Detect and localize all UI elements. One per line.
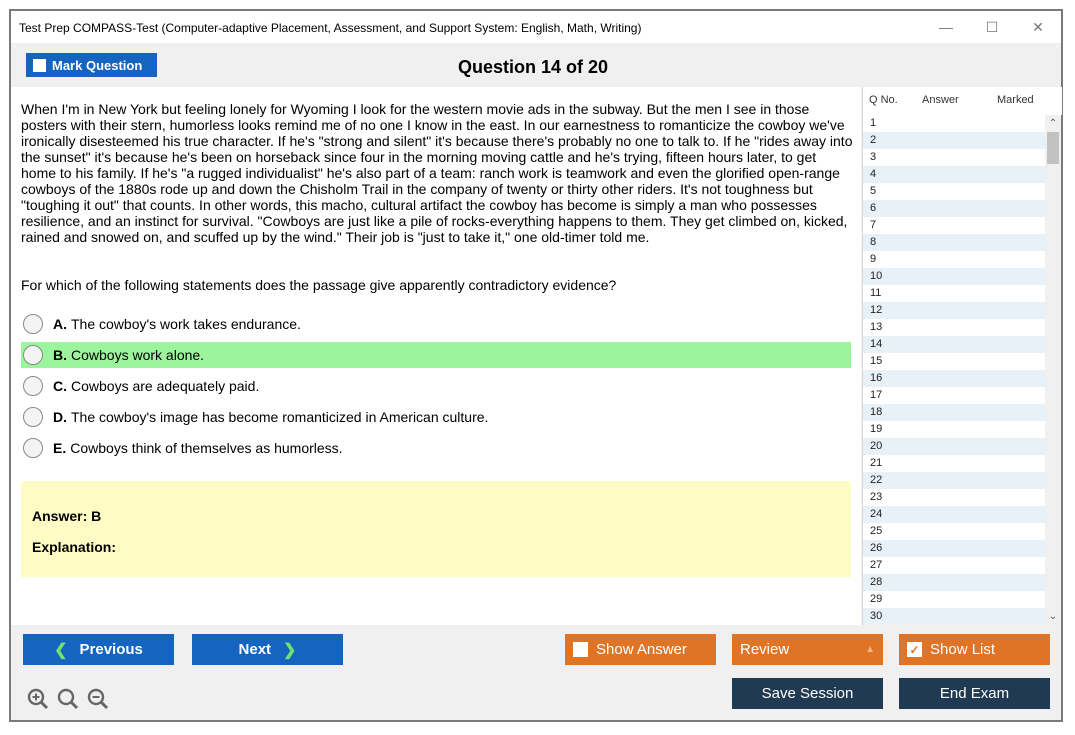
- question-list-row[interactable]: 29: [870, 593, 883, 605]
- question-list-row[interactable]: 9: [870, 253, 877, 265]
- chevron-left-icon: ❮: [54, 641, 68, 659]
- header-qno: Q No.: [869, 94, 898, 106]
- option-b[interactable]: [21, 342, 851, 368]
- question-list-row[interactable]: 20: [863, 438, 1045, 455]
- option-letter: D.: [53, 409, 67, 425]
- question-list-row[interactable]: 22: [863, 472, 1045, 489]
- save-session-label: Save Session: [761, 685, 854, 702]
- question-list-header: [863, 87, 1062, 115]
- question-text: For which of the following statements does the passage give apparently contradictory evidence?: [21, 277, 617, 293]
- next-button[interactable]: [192, 634, 343, 665]
- question-list-scrollbar[interactable]: [1045, 115, 1061, 625]
- header-answer: Answer: [922, 94, 959, 106]
- question-list-row[interactable]: 3: [870, 151, 877, 163]
- show-answer-checkbox-icon: [573, 642, 588, 657]
- next-label: Next: [238, 641, 272, 658]
- option-letter: C.: [53, 378, 67, 394]
- zoom-out-icon[interactable]: [86, 687, 110, 711]
- zoom-in-icon[interactable]: [26, 687, 50, 711]
- question-list-row[interactable]: 2: [863, 132, 1045, 149]
- passage-text: When I'm in New York but feeling lonely for Wyoming I look for the western movie ads in the subway. But the men I see in those posters with their stern, humorless looks remind me of no one I know in the east. In our earnestness to romanticize the cowboy we've ironically disesteemed his true character. If he's "strong and silent" it's because there's probably no one to talk to. If he "rides away into the sunset" it's because he's been on horseback since four in the morning moving cattle and he's trying, fifteen hours later, to get home to his family. If he's "a rugged individualist" he's also part of a team: ranch work is teamwork and even the glorified open-range cowboys of the 1880s rode up and down the Chisholm Trail in the company of twenty or thirty other riders. It's not toughness but "toughing it out" that counts. In other words, this macho, cultural artifact the cowboy has become is simply a man who possesses resilience, and an instinct for survival. "Cowboys are just like a pile of rocks-everything happens to them. They get climbed on, kicked, rained and snowed on, and scuffed up by the wind." Their job is "just to take it," one old-timer told me.: [21, 101, 853, 245]
- mark-question-label: Mark Question: [52, 57, 143, 73]
- option-letter: E.: [53, 440, 67, 456]
- question-list-row[interactable]: 12: [863, 302, 1045, 319]
- question-list-row[interactable]: 17: [870, 389, 883, 401]
- option-c[interactable]: [21, 373, 851, 399]
- question-list-row[interactable]: 25: [870, 525, 883, 537]
- question-content: [11, 87, 861, 625]
- option-a[interactable]: [21, 311, 851, 337]
- review-dropdown[interactable]: [732, 634, 883, 665]
- option-letter: A.: [53, 316, 67, 332]
- scroll-thumb[interactable]: [1047, 132, 1059, 164]
- question-list-rows: [863, 115, 1045, 625]
- option-text: Cowboys work alone.: [71, 347, 205, 363]
- option-text: The cowboy's work takes endurance.: [71, 316, 301, 332]
- question-list-row[interactable]: 8: [863, 234, 1045, 251]
- question-list-row[interactable]: 1: [870, 117, 877, 129]
- chevron-right-icon: ❯: [283, 641, 297, 659]
- title-bar: [11, 11, 1061, 43]
- header-marked: Marked: [997, 94, 1034, 106]
- question-counter: Question 14 of 20: [457, 57, 609, 77]
- dropdown-arrow-icon: ▲: [865, 644, 875, 655]
- mark-question-button[interactable]: [26, 53, 157, 77]
- question-list-row[interactable]: 11: [870, 287, 882, 299]
- option-d[interactable]: [21, 404, 851, 430]
- question-list-row[interactable]: 4: [863, 166, 1045, 183]
- option-e[interactable]: [21, 435, 851, 461]
- mark-checkbox-icon: [33, 59, 46, 72]
- radio-button[interactable]: [23, 376, 43, 396]
- review-label: Review: [740, 641, 790, 658]
- question-list-row[interactable]: 26: [863, 540, 1045, 557]
- previous-label: Previous: [79, 641, 143, 658]
- question-list-row[interactable]: 16: [863, 370, 1045, 387]
- option-letter: B.: [53, 347, 67, 363]
- question-list-row[interactable]: 30: [863, 608, 1045, 625]
- zoom-reset-icon[interactable]: [56, 687, 80, 711]
- question-list-row[interactable]: 19: [870, 423, 883, 435]
- option-text: Cowboys are adequately paid.: [71, 378, 260, 394]
- question-list-row[interactable]: 14: [863, 336, 1045, 353]
- question-list-row[interactable]: 7: [870, 219, 877, 231]
- question-list-row[interactable]: 23: [870, 491, 883, 503]
- radio-button[interactable]: [23, 438, 43, 458]
- question-list-row[interactable]: 10: [863, 268, 1045, 285]
- radio-button[interactable]: [23, 407, 43, 427]
- close-icon[interactable]: ✕: [1032, 18, 1044, 35]
- question-list-row[interactable]: 27: [870, 559, 883, 571]
- end-exam-label: End Exam: [939, 685, 1010, 702]
- question-list-row[interactable]: 5: [870, 185, 877, 197]
- previous-button[interactable]: [23, 634, 174, 665]
- question-list-row[interactable]: 18: [863, 404, 1045, 421]
- option-text: Cowboys think of themselves as humorless.: [70, 440, 343, 456]
- question-list-row[interactable]: 24: [863, 506, 1045, 523]
- show-answer-label: Show Answer: [596, 641, 687, 658]
- radio-button[interactable]: [23, 314, 43, 334]
- show-answer-button[interactable]: [565, 634, 716, 665]
- question-list-row[interactable]: 28: [863, 574, 1045, 591]
- show-list-button[interactable]: [899, 634, 1050, 665]
- question-list-row[interactable]: 6: [863, 200, 1045, 217]
- question-list-row[interactable]: 21: [870, 457, 883, 469]
- minimize-icon[interactable]: —: [939, 19, 953, 35]
- show-list-checkbox-icon: ✓: [907, 642, 922, 657]
- maximize-icon[interactable]: ☐: [985, 18, 999, 35]
- explanation-label: Explanation:: [32, 539, 117, 555]
- end-exam-button[interactable]: [899, 678, 1050, 709]
- answer-text: Answer: B: [32, 508, 102, 524]
- show-list-label: Show List: [930, 641, 996, 658]
- answer-panel: [21, 481, 851, 577]
- question-list-row[interactable]: 15: [870, 355, 883, 367]
- window-title: Test Prep COMPASS-Test (Computer-adaptive Placement, Assessment, and Support System: English, Math, Writing): [19, 21, 642, 35]
- option-text: The cowboy's image has become romanticized in American culture.: [71, 409, 489, 425]
- radio-button[interactable]: [23, 345, 43, 365]
- scroll-down-icon[interactable]: ⌄: [1048, 611, 1058, 622]
- save-session-button[interactable]: [732, 678, 883, 709]
- question-list-row[interactable]: 13: [870, 321, 883, 333]
- scroll-up-icon[interactable]: ⌃: [1048, 118, 1058, 129]
- app-window: [9, 9, 1063, 722]
- question-list-panel: [862, 87, 1061, 625]
